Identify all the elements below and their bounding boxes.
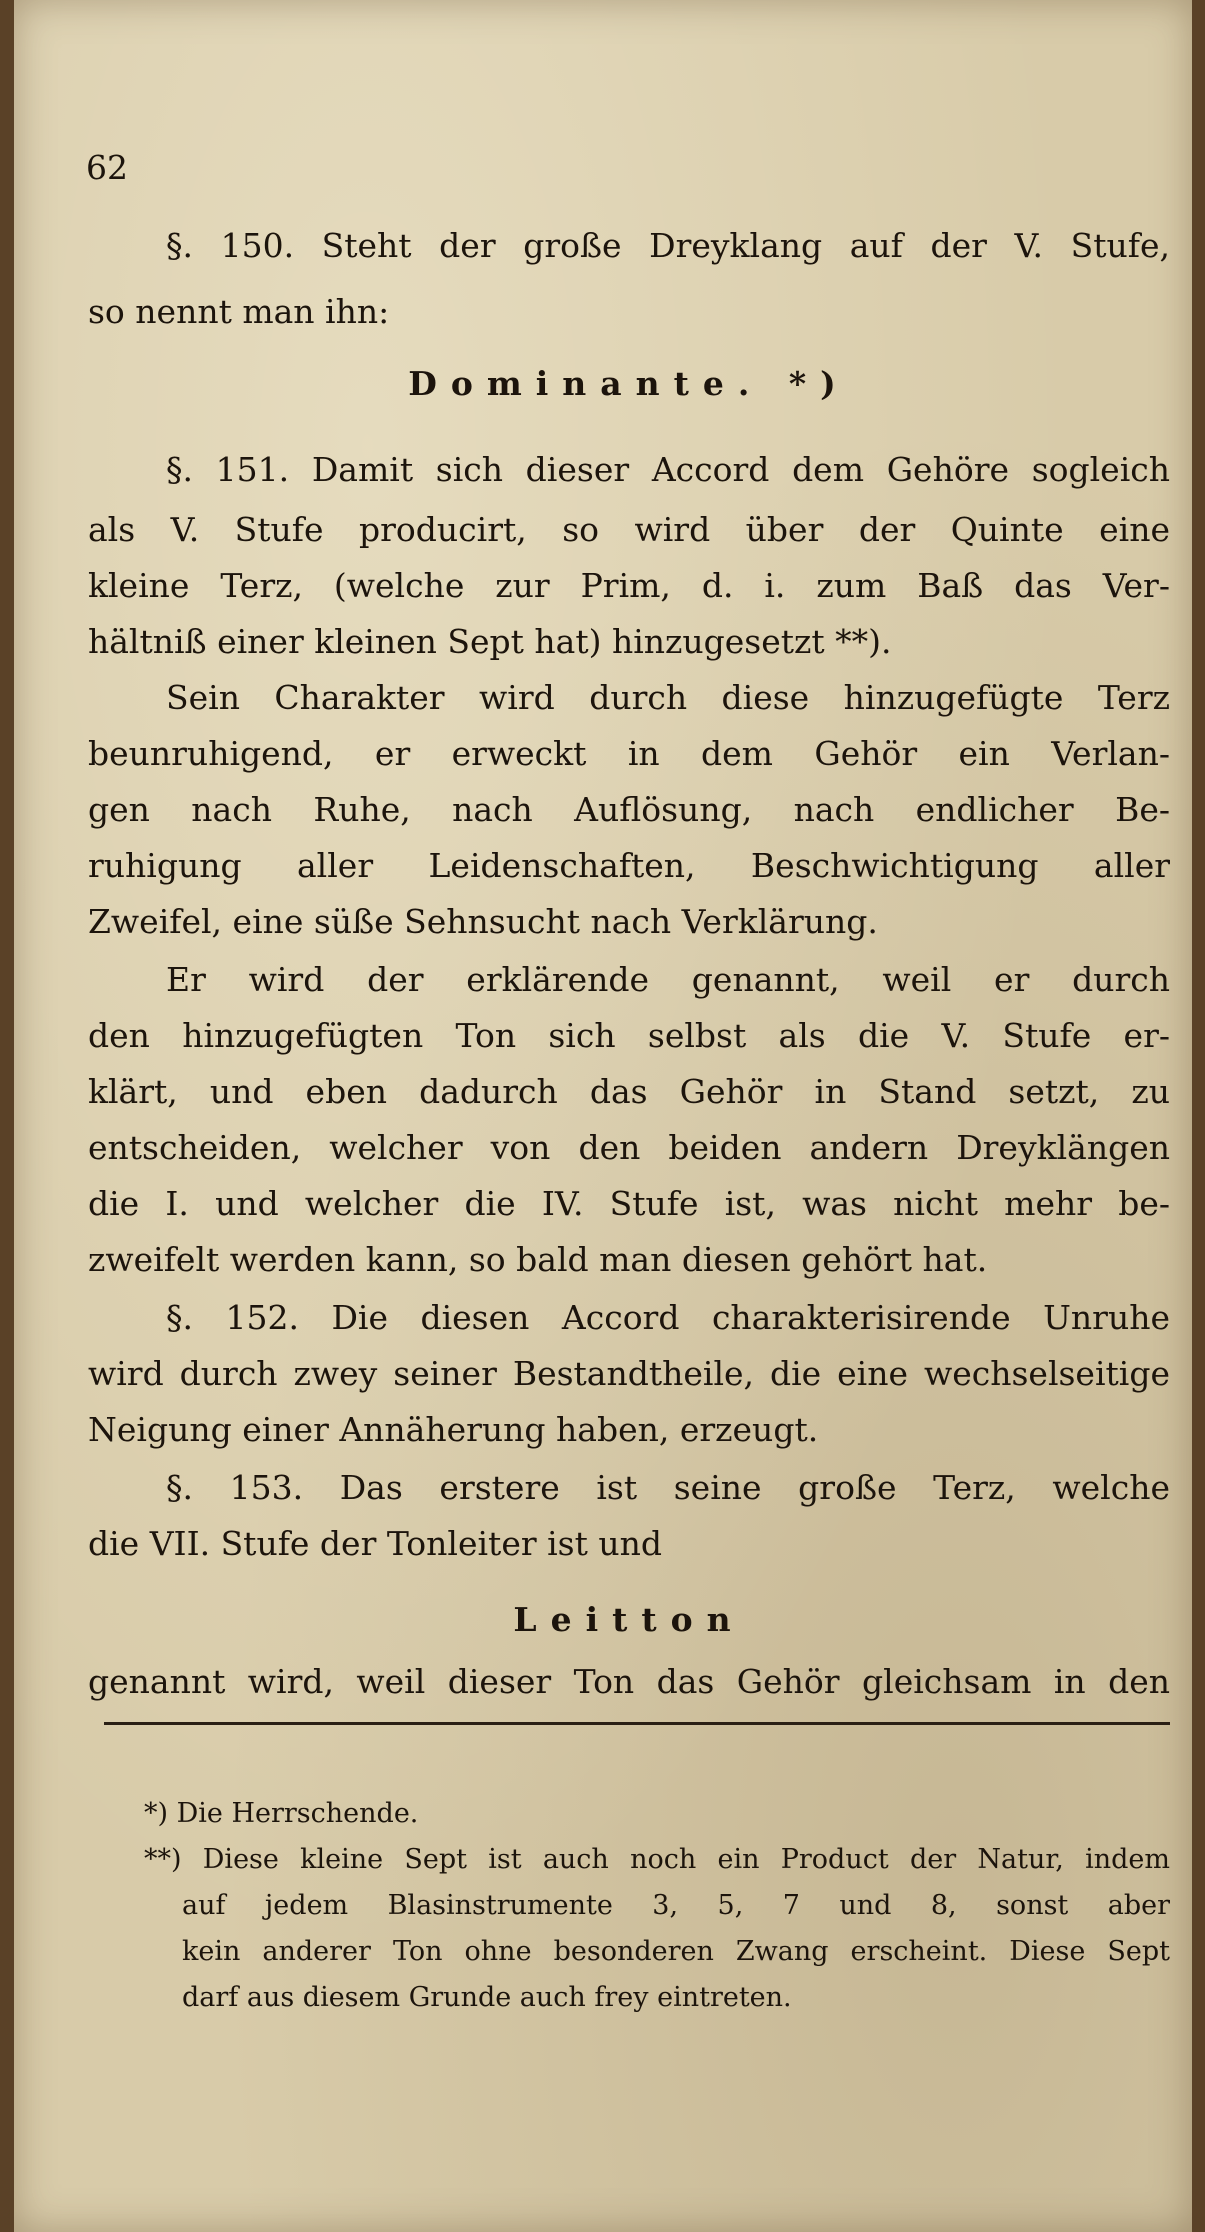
- text-line-2: so nennt man ihn:: [88, 292, 390, 331]
- text-line-12: Zweifel, eine süße Sehnsucht nach Verklärung.: [88, 902, 878, 941]
- heading-leitton: Leitton: [513, 1600, 745, 1639]
- text-line-4: §. 151. Damit sich dieser Accord dem Gehöre sogleich: [166, 450, 1170, 489]
- text-line-16: entscheiden, welcher von den beiden andern Dreyklängen: [88, 1128, 1170, 1167]
- footnote-2-line-1: **) Diese kleine Sept ist auch noch ein Product der Natur, indem: [144, 1844, 1170, 1875]
- text-line-20: wird durch zwey seiner Bestandtheile, die eine wechselseitige: [88, 1354, 1170, 1393]
- text-line-10: gen nach Ruhe, nach Auflösung, nach endlicher Be-: [88, 790, 1170, 829]
- book-page: [14, 0, 1192, 2232]
- text-line-7: hältniß einer kleinen Sept hat) hinzugesetzt **).: [88, 622, 892, 661]
- heading-dominante: Dominante. *): [408, 364, 850, 403]
- text-line-19: §. 152. Die diesen Accord charakterisirende Unruhe: [166, 1298, 1170, 1337]
- text-line-9: beunruhigend, er erweckt in dem Gehör ein Verlan-: [88, 734, 1170, 773]
- footnote-1: *) Die Herrschende.: [144, 1798, 419, 1829]
- text-line-25: genannt wird, weil dieser Ton das Gehör gleichsam in den: [88, 1662, 1170, 1701]
- text-line-17: die I. und welcher die IV. Stufe ist, was nicht mehr be-: [88, 1184, 1170, 1223]
- footnote-2-line-4: darf aus diesem Grunde auch frey eintreten.: [182, 1982, 792, 2013]
- text-line-1: §. 150. Steht der große Dreyklang auf der V. Stufe,: [166, 226, 1170, 265]
- text-line-13: Er wird der erklärende genannt, weil er durch: [166, 960, 1170, 999]
- page-number: 62: [86, 148, 128, 187]
- text-line-18: zweifelt werden kann, so bald man diesen gehört hat.: [88, 1240, 988, 1279]
- text-line-11: ruhigung aller Leidenschaften, Beschwichtigung aller: [88, 846, 1170, 885]
- text-line-23: die VII. Stufe der Tonleiter ist und: [88, 1524, 662, 1563]
- text-line-21: Neigung einer Annäherung haben, erzeugt.: [88, 1410, 819, 1449]
- text-line-5: als V. Stufe producirt, so wird über der Quinte eine: [88, 510, 1170, 549]
- text-line-6: kleine Terz, (welche zur Prim, d. i. zum Baß das Ver-: [88, 566, 1170, 605]
- text-line-22: §. 153. Das erstere ist seine große Terz, welche: [166, 1468, 1170, 1507]
- text-line-15: klärt, und eben dadurch das Gehör in Stand setzt, zu: [88, 1072, 1170, 1111]
- footnote-separator-rule: [104, 1722, 1170, 1725]
- footnote-2-line-2: auf jedem Blasinstrumente 3, 5, 7 und 8, sonst aber: [182, 1890, 1170, 1921]
- text-line-8: Sein Charakter wird durch diese hinzugefügte Terz: [166, 678, 1170, 717]
- footnote-2-line-3: kein anderer Ton ohne besonderen Zwang erscheint. Diese Sept: [182, 1936, 1170, 1967]
- text-line-14: den hinzugefügten Ton sich selbst als die V. Stufe er-: [88, 1016, 1170, 1055]
